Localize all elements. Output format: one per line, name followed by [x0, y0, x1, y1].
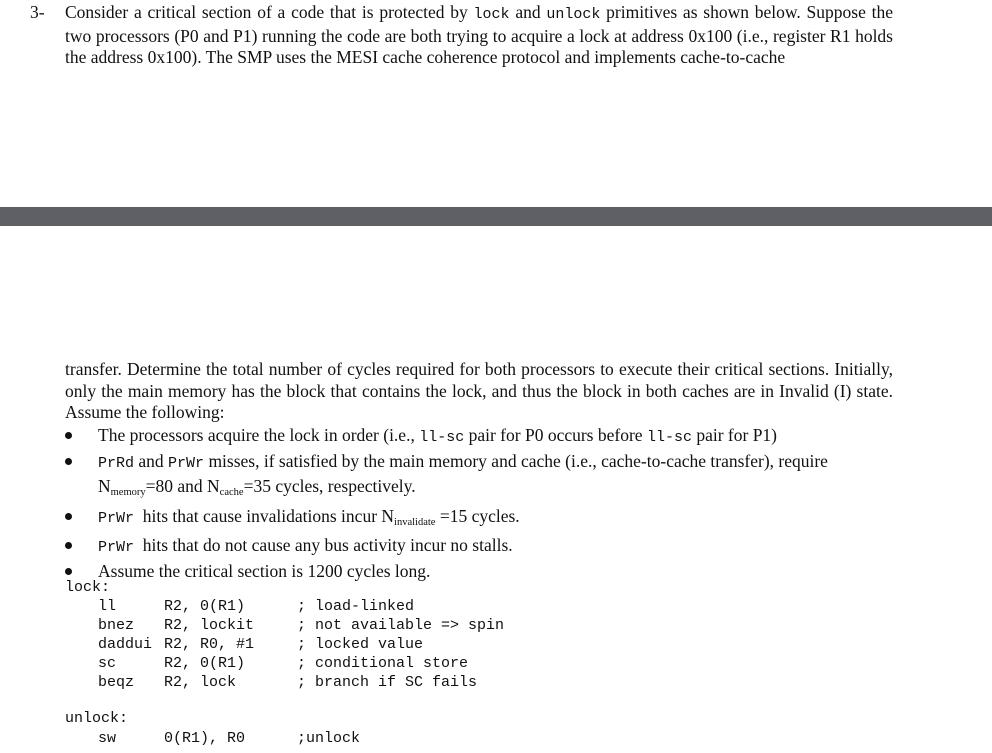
- code-op: sw: [98, 730, 117, 747]
- assumption-item-2: [65, 450, 893, 505]
- code-comment: ; not available => spin: [297, 617, 505, 634]
- b4-text-a: hits that do not cause any bus activity incur no stalls.: [134, 535, 513, 555]
- bullet-icon: [65, 542, 72, 549]
- b2-text-c: =80 and: [145, 476, 208, 496]
- n-cache-symbol: N: [207, 476, 220, 496]
- unlock-keyword: unlock: [546, 6, 601, 23]
- ll-sc-keyword: ll-sc: [419, 429, 465, 446]
- assumption-list: [65, 424, 893, 582]
- code-args: R2, 0(R1): [164, 655, 246, 672]
- code-args: R2, 0(R1): [164, 598, 246, 615]
- bullet-icon: [65, 458, 72, 465]
- page-divider: [0, 207, 992, 226]
- bullet-icon: [65, 432, 72, 439]
- code-comment: ; locked value: [297, 636, 424, 653]
- b2-text-d: =35 cycles, respectively.: [243, 476, 416, 496]
- b3-text-a: hits that cause invalidations incur: [134, 505, 382, 526]
- code-comment: ;unlock: [297, 730, 361, 747]
- unlock-label: unlock:: [65, 710, 129, 727]
- assumption-item-5: [65, 560, 893, 583]
- b1-text-a: The processors acquire the lock in order (i.e.,: [98, 425, 420, 445]
- bullet-icon: [65, 513, 72, 520]
- bullet-icon: [65, 568, 72, 575]
- b2-text-a: and: [134, 450, 169, 471]
- code-op: sc: [98, 655, 117, 672]
- assumption-item-1: [65, 424, 893, 450]
- question-continuation: transfer. Determine the total number of cycles required for both processors to execute their critical sections. Initially, only the main memory has the block that contains the lock, and thus the block in both caches are in Invalid (I) state. Assume the following:: [65, 359, 893, 422]
- n-memory-symbol: N: [98, 476, 111, 496]
- n-invalidate-symbol: N: [381, 505, 395, 526]
- code-op: daddui: [98, 636, 153, 653]
- code-args: R2, lock: [164, 674, 237, 691]
- code-op: bnez: [98, 617, 135, 634]
- b1-text-c: pair for P1): [691, 425, 778, 445]
- code-args: R2, R0, #1: [164, 636, 255, 653]
- code-args: 0(R1), R0: [164, 730, 246, 747]
- lock-keyword: lock: [473, 6, 510, 23]
- ll-sc-keyword: ll-sc: [646, 429, 692, 446]
- code-comment: ; load-linked: [297, 598, 415, 615]
- prwr-keyword: PrWr: [98, 509, 135, 527]
- question-number: 3-: [30, 2, 45, 22]
- code-comment: ; conditional store: [297, 655, 469, 672]
- intro-text-c: primitives as shown below. Suppose the two processors (P0 and P1) running the code are both trying to acquire a lock at address 0x100 (i.e., register R1 holds the address 0x100). The SMP uses the MESI cache coherence protocol and implements cache-to-cache: [65, 2, 893, 67]
- n-memory-subscript: memory: [110, 487, 146, 498]
- code-args: R2, lockit: [164, 617, 255, 634]
- b3-text-b: =15 cycles.: [435, 505, 520, 526]
- prwr-keyword: PrWr: [168, 454, 205, 472]
- intro-text-a: Consider a critical section of a code that is protected by: [65, 2, 474, 22]
- b1-text-b: pair for P0 occurs before: [464, 425, 647, 445]
- n-invalidate-subscript: invalidate: [394, 516, 436, 528]
- intro-text-b: and: [509, 2, 547, 22]
- code-op: ll: [98, 598, 117, 615]
- prwr-keyword: PrWr: [98, 539, 135, 556]
- code-comment: ; branch if SC fails: [297, 674, 478, 691]
- assumption-item-3: [65, 505, 893, 535]
- b5-text-a: Assume the critical section is 1200 cycles long.: [98, 560, 431, 581]
- code-op: beqz: [98, 674, 135, 691]
- prrd-keyword: PrRd: [98, 454, 135, 472]
- lock-label: lock:: [65, 579, 111, 596]
- question-intro: [65, 2, 893, 69]
- assumption-item-4: [65, 534, 893, 560]
- b2-text-b: misses, if satisfied by the main memory and cache (i.e., cache-to-cache transfer), require: [204, 450, 828, 471]
- n-cache-subscript: cache: [219, 487, 244, 498]
